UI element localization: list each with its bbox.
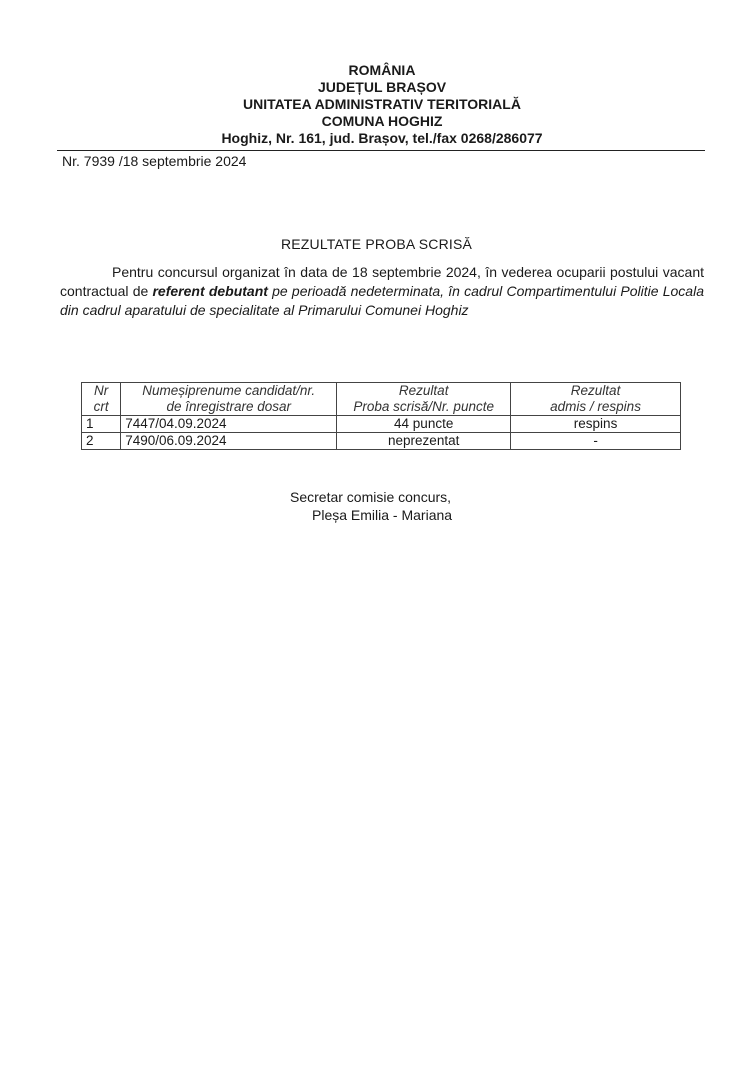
header-divider <box>57 150 705 151</box>
header-address: Hoghiz, Nr. 161, jud. Brașov, tel./fax 0268/286077 <box>221 130 543 146</box>
header-candidate-line1: Numeșiprenume candidat/nr. <box>142 383 316 398</box>
header-written-line2: Proba scrisă/Nr. puncte <box>353 399 494 414</box>
table-row <box>82 433 681 450</box>
results-table <box>81 382 681 450</box>
header-county: JUDEȚUL BRAȘOV <box>317 79 447 95</box>
row-registration: 7447/04.09.2024 <box>121 416 337 433</box>
row-registration: 7490/06.09.2024 <box>121 433 337 450</box>
signature-name: Pleșa Emilia - Mariana <box>312 507 453 523</box>
document-title: REZULTATE PROBA SCRISĂ <box>280 236 473 252</box>
signature-block <box>290 488 452 524</box>
header-final-result <box>511 383 681 416</box>
signature-role: Secretar comisie concurs, <box>290 489 452 505</box>
header-unit: UNITATEA ADMINISTRATIV TERITORIALĂ <box>243 96 521 112</box>
body-position-title: referent debutant <box>152 283 268 299</box>
row-points: 44 puncte <box>337 416 511 433</box>
header-commune: COMUNA HOGHIZ <box>321 113 443 129</box>
document-number: Nr. 7939 /18 septembrie 2024 <box>62 153 247 169</box>
row-status: respins <box>511 416 681 433</box>
header-nr-line2: crt <box>93 399 109 414</box>
row-points: neprezentat <box>337 433 511 450</box>
table-header-row <box>82 383 681 416</box>
body-text-part1: Pentru concursul organizat în data de 18 septembrie 2024, în vederea ocuparii postului vacant contractual de <box>60 264 704 299</box>
row-nr: 1 <box>82 416 121 433</box>
table-row <box>82 416 681 433</box>
row-status: - <box>511 433 681 450</box>
header-written-line1: Rezultat <box>398 383 449 398</box>
header-country: ROMÂNIA <box>348 62 416 78</box>
header-candidate-line2: de înregistrare dosar <box>166 399 292 414</box>
header-nr-line1: Nr <box>93 383 109 398</box>
header-final-line2: admis / respins <box>550 399 641 414</box>
document-header <box>60 62 704 147</box>
header-written-result <box>337 383 511 416</box>
body-paragraph <box>60 263 704 320</box>
header-candidate <box>121 383 337 416</box>
header-nr <box>82 383 121 416</box>
row-nr: 2 <box>82 433 121 450</box>
body-text-part2: pe perioadă nedeterminata, în cadrul Compartimentului Politie Locala din cadrul aparatului de specialitate al Primarului Comunei Hoghiz <box>60 283 704 318</box>
header-final-line1: Rezultat <box>570 383 621 398</box>
